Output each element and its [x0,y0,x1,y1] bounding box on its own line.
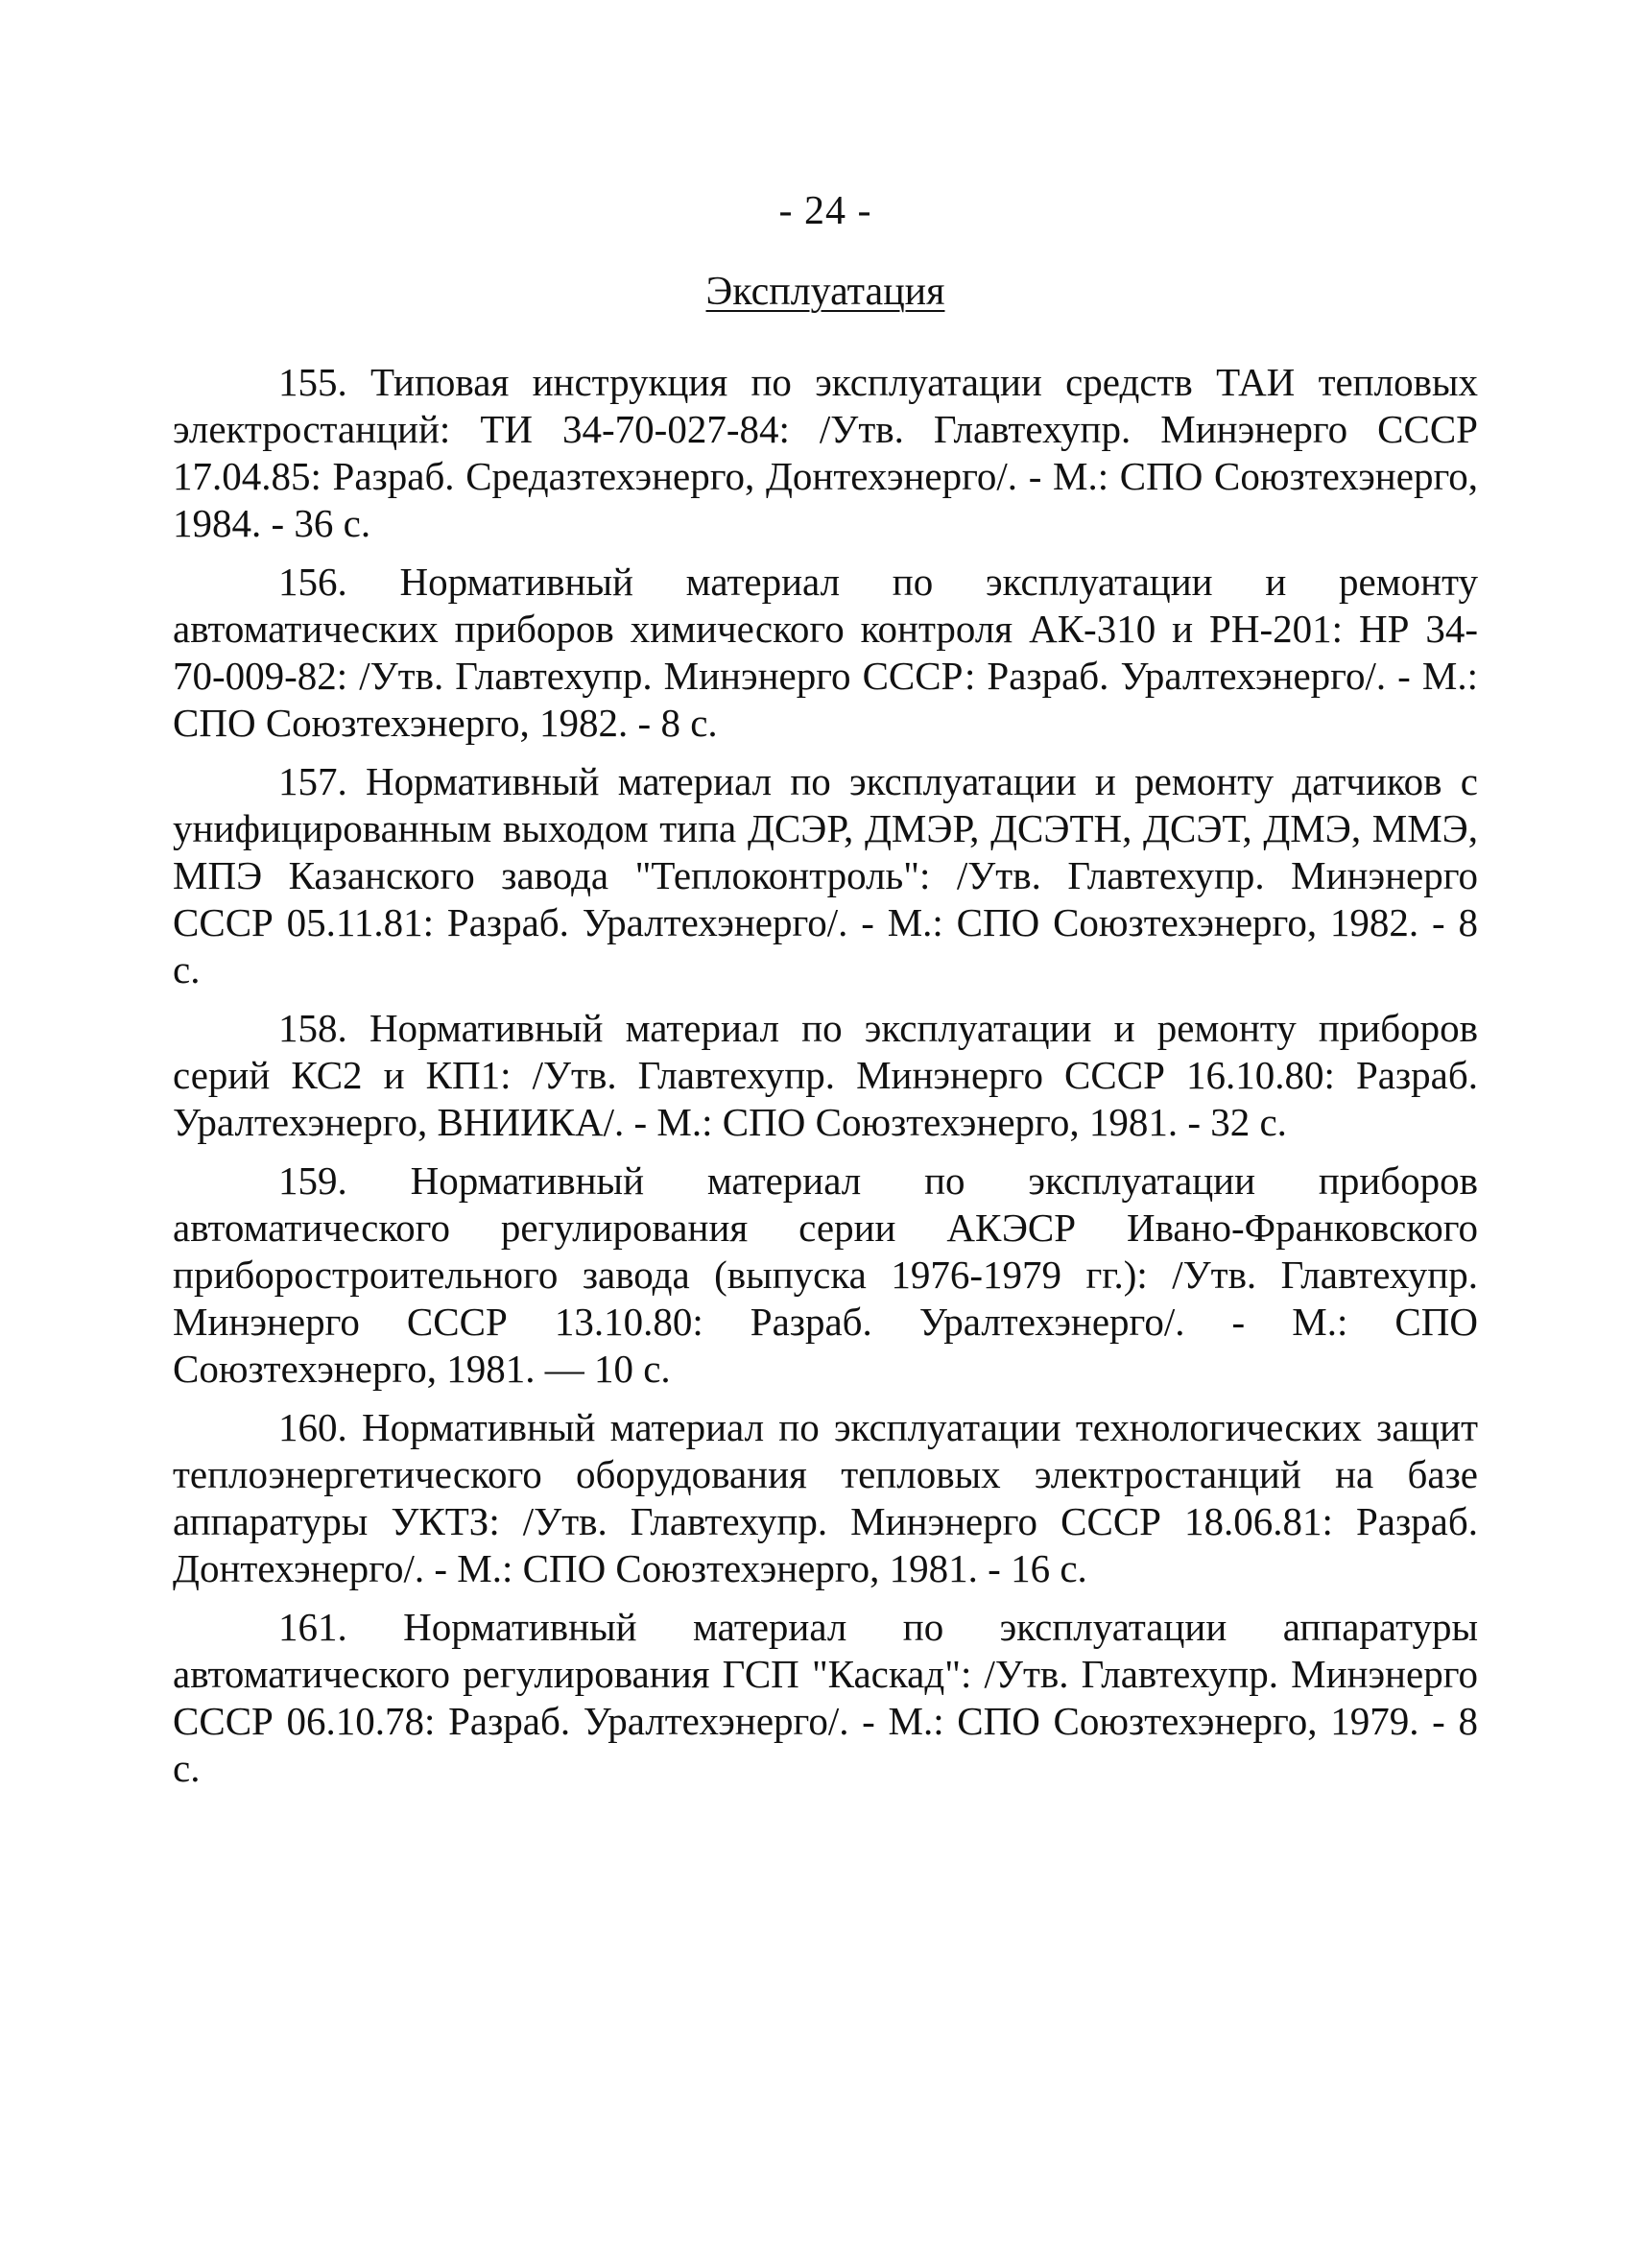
reference-entry-155: 155. Типовая инструкция по эксплуатации средств ТАИ тепловых электростанций: ТИ 34-70-027-84: /Утв. Главтехупр. Минэнерго СССР 17.04.85: Разраб. Средазтехэнерго, Донтехэнерго/. - М.: СПО Союзтехэнерго, 1984. - 36 с. [173,360,1478,545]
section-title [173,263,1478,321]
page-number: - 24 - [778,189,872,233]
reference-entry-156: 156. Нормативный материал по эксплуатации и ремонту автоматических приборов химического контроля АК-310 и РН-201: НР 34-70-009-82: /Утв. Главтехупр. Минэнерго СССР: Разраб. Уралтехэнерго/. - М.: СПО Союзтехэнерго, 1982. - 8 с. [173,560,1478,745]
reference-entry-157: 157. Нормативный материал по эксплуатации и ремонту датчиков с унифицированным выходом типа ДСЭР, ДМЭР, ДСЭТН, ДСЭТ, ДМЭ, ММЭ, МПЭ Казанского завода "Теплоконтроль": /Утв. Главтехупр. Минэнерго СССР 05.11.81: Разраб. Уралтехэнерго/. - М.: СПО Союзтехэнерго, 1982. - 8 с. [173,759,1478,991]
reference-list [173,359,1478,1792]
reference-entry-160: 160. Нормативный материал по эксплуатации технологических защит теплоэнергетического оборудования тепловых электростанций на базе аппаратуры УКТЗ: /Утв. Главтехупр. Минэнерго СССР 18.06.81: Разраб. Донтехэнерго/. - М.: СПО Союзтехэнерго, 1981. - 16 с. [173,1405,1478,1590]
reference-entry-158: 158. Нормативный материал по эксплуатации и ремонту приборов серий КС2 и КП1: /Утв. Главтехупр. Минэнерго СССР 16.10.80: Разраб. Уралтехэнерго, ВНИИКА/. - М.: СПО Союзтехэнерго, 1981. - 32 с. [173,1006,1478,1144]
reference-entry-161: 161. Нормативный материал по эксплуатации аппаратуры автоматического регулирования ГСП "Каскад": /Утв. Главтехупр. Минэнерго СССР 06.10.78: Разраб. Уралтехэнерго/. - М.: СПО Союзтехэнерго, 1979. - 8 с. [173,1605,1478,1790]
document-page [173,182,1478,1803]
section-title-text: Эксплуатация [705,270,945,314]
reference-entry-159: 159. Нормативный материал по эксплуатации приборов автоматического регулирования серии АКЭСР Ивано-Франковского приборостроительного завода (выпуска 1976-1979 гг.): /Утв. Главтехупр. Минэнерго СССР 13.10.80: Разраб. Уралтехэнерго/. - М.: СПО Союзтехэнерго, 1981. — 10 с. [173,1158,1478,1391]
